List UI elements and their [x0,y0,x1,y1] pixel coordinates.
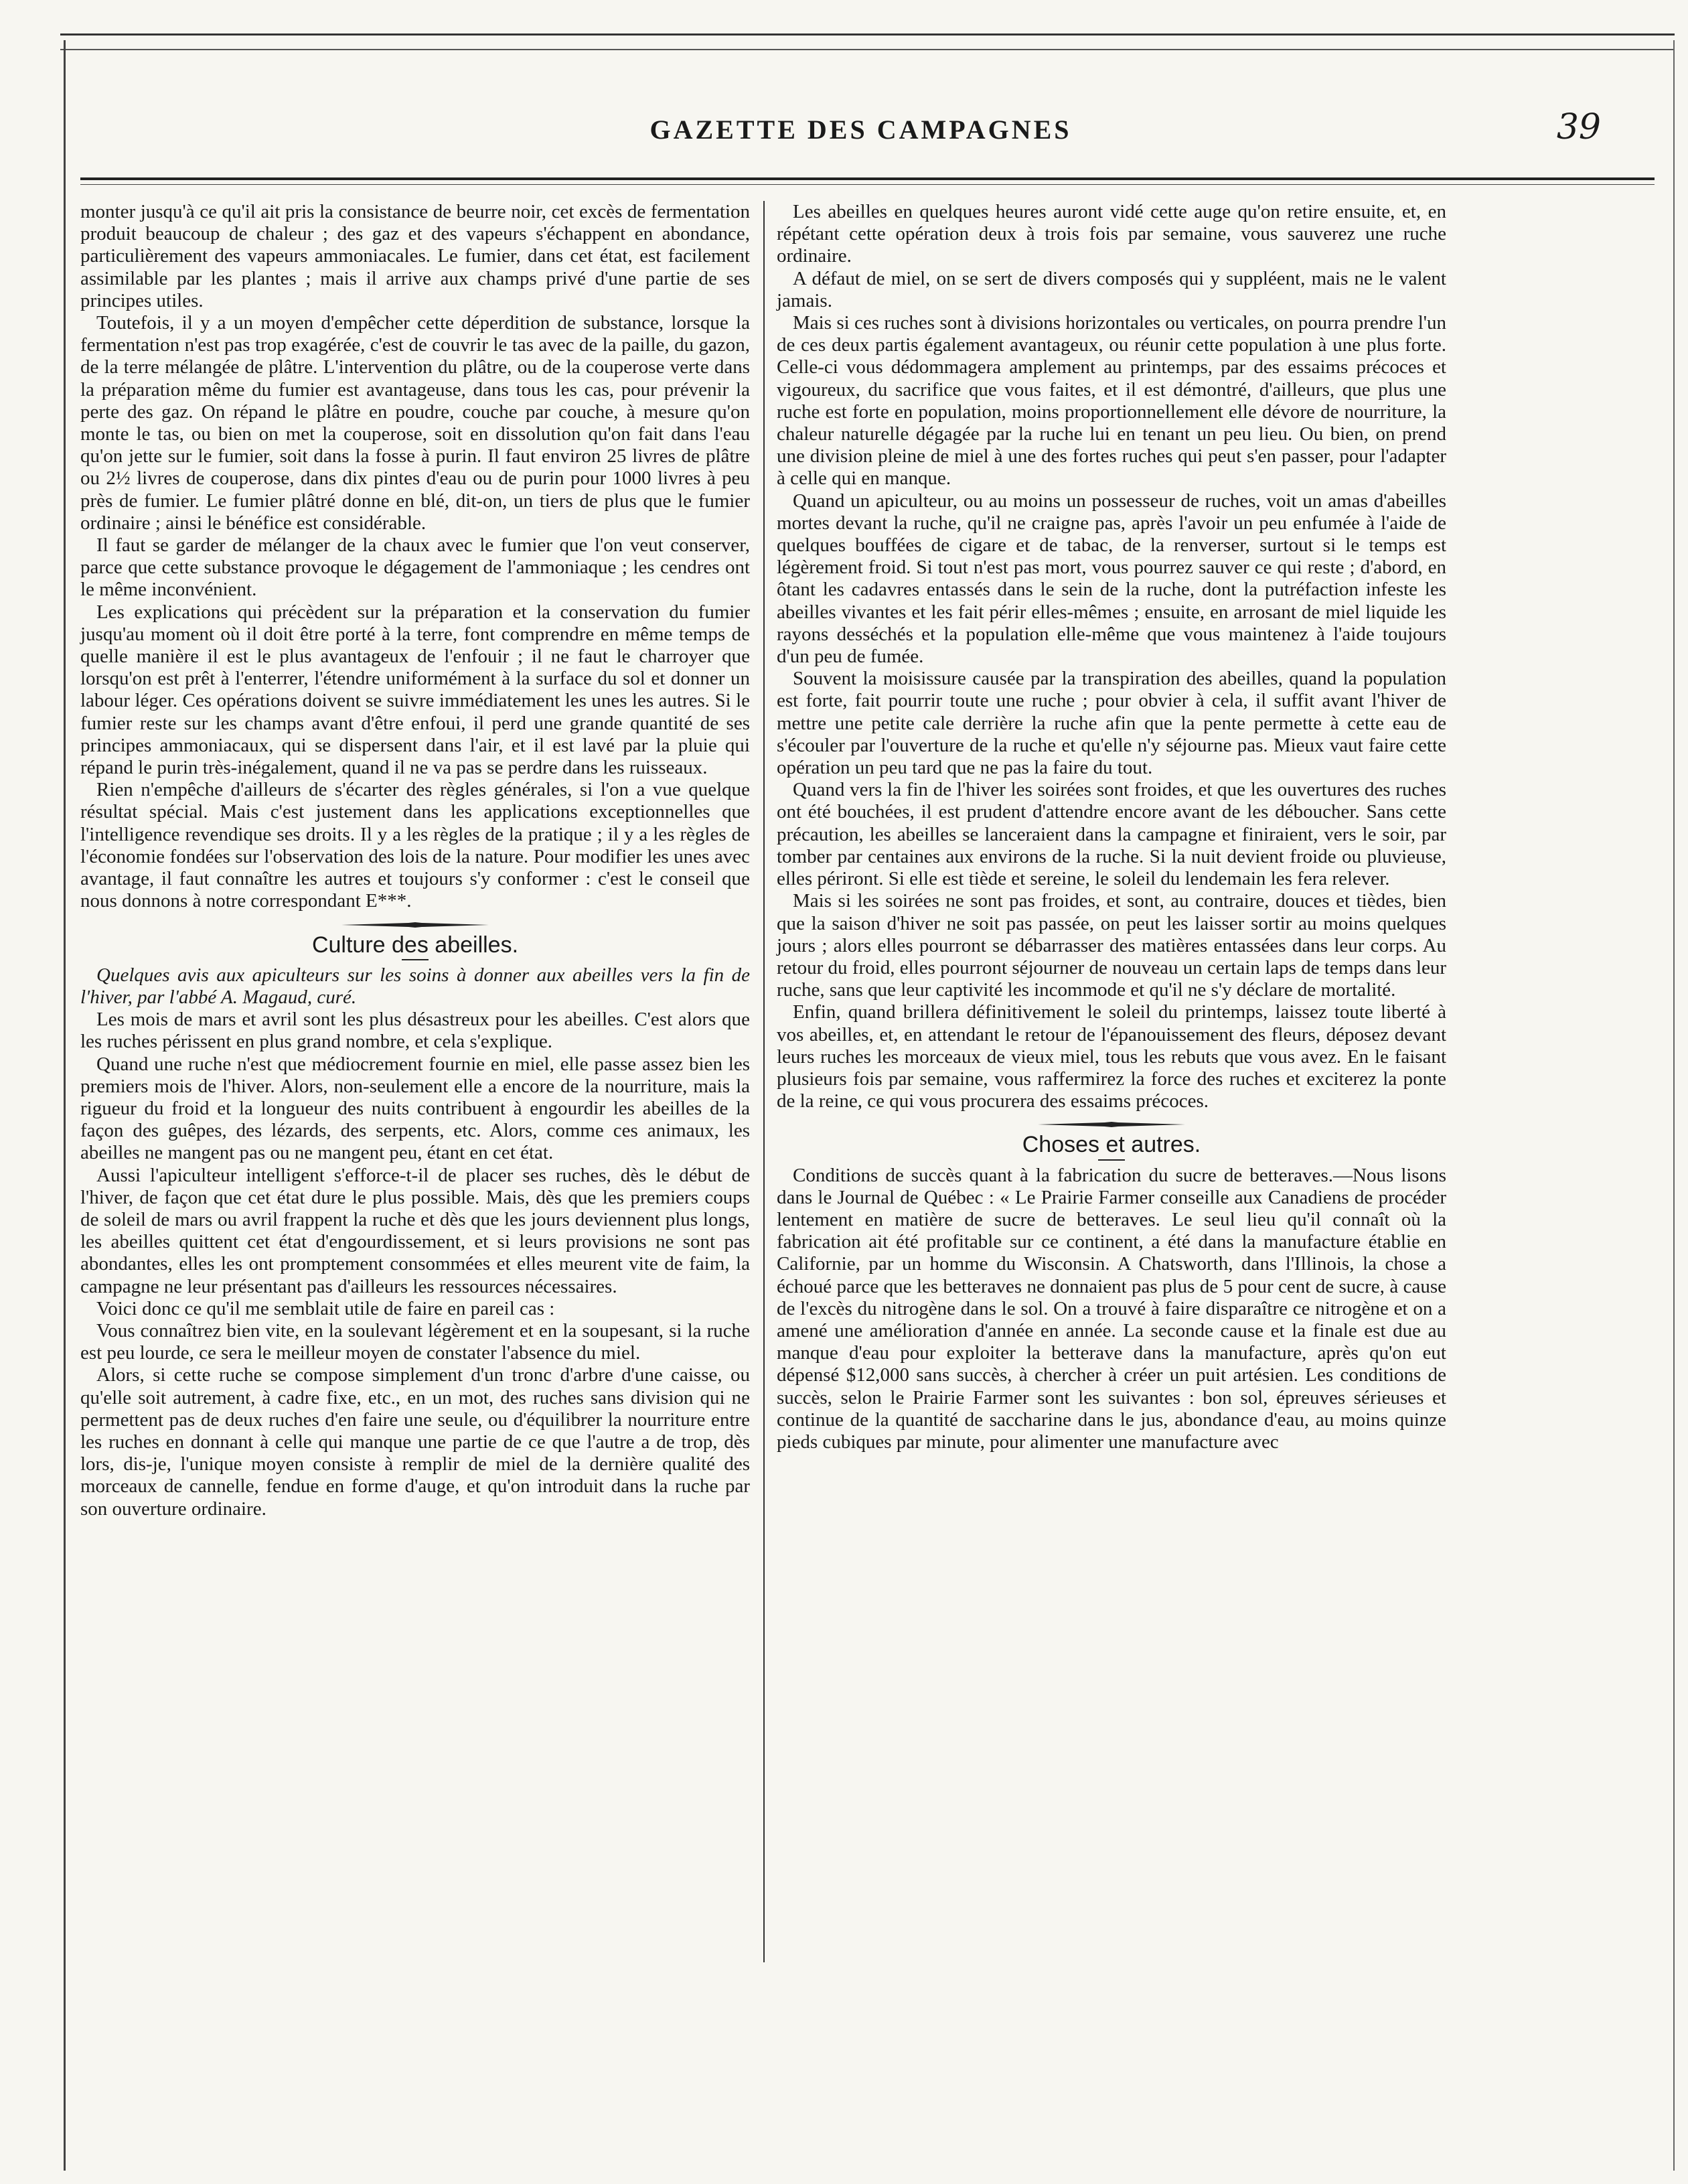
article-paragraph: Conditions de succès quant à la fabrication du sucre de betteraves.—Nous lisons dans le Journal de Québec : « Le Prairie Farmer conseille aux Canadiens de procéder lentement en matière de sucre de betteraves. Le seul lieu qu'il connaît où la fabrication ait été profitable sur ce continent, a été dans la manufacture établie en Californie, par un homme du Wisconsin. A Chatsworth, dans l'Illinois, la chose a échoué parce que les betteraves ne donnaient pas plus de 5 pour cent de sucre, à cause de l'excès du nitrogène dans le sol. On a trouvé à faire disparaître ce nitrogène et on a amené une amélioration d'année en année. La seconde cause et la finale est due au manque d'eau pour exploiter la betterave dans la manufacture, après qu'on eut dépensé $12,000 sans succès, à chercher à créer un puit artésien. Les conditions de succès, selon le Prairie Farmer sont les suivantes : bon sol, épreuves sérieuses et continue de la quantité de saccharine dans le jus, abondance d'eau, au moins quinze pieds cubiques par minute, pour alimenter une manufacture avec [777,1164,1446,1453]
section-dash [1098,1159,1125,1161]
header-rule [80,177,1655,180]
article-paragraph: Quand un apiculteur, ou au moins un possesseur de ruches, voit un amas d'abeilles mortes devant la ruche, qu'il ne craigne pas, après l'avoir un peu enfumée à l'aide de quelques bouffées de cigare et de tabac, de la renverser, surtout si le temps est légèrement froid. Si tout n'est pas mort, vous pourrez sauver ce qui reste ; d'abord, en ôtant les cadavres entassés dans le sein de la ruche, dont la putréfaction infeste les abeilles vivantes et les fait périr elles-mêmes ; ensuite, en arrosant de miel liquide les rayons desséchés et la population elle-même que vous maintenez à l'aide toujours d'un peu de fumée. [777,490,1446,668]
right-column [777,201,1446,1453]
article-paragraph: Alors, si cette ruche se compose simplement d'un tronc d'arbre d'une caisse, ou qu'elle soit autrement, à cadre fixe, etc., en un mot, des ruches sans division qui ne permettent pas de deux ruches d'en faire une seule, ou d'équilibrer la nourriture entre les ruches en donnant à celle qui manque une partie de ce que l'autre a de trop, dès lors, dis-je, l'unique moyen consiste à remplir de miel de la dernière qualité des morceaux de cannelle, fendue en forme d'auge, et qu'on introduit dans la ruche par son ouverture ordinaire. [80,1364,750,1520]
article-paragraph: A défaut de miel, on se sert de divers composés qui y suppléent, mais ne le valent jamais. [777,267,1446,311]
section-title-bees: Culture des abeilles. [311,932,519,958]
page-number: 39 [1556,107,1601,147]
article-paragraph: Mais si ces ruches sont à divisions horizontales ou verticales, on pourra prendre l'un de ces deux partis également avantageux, ou réunir cette population à une plus forte. Celle-ci vous dédommagera amplement au printemps, par des essaims précoces et vigoureux, du sacrifice que vous faites, et il est démontré, d'ailleurs, que plus une ruche est forte en population, moins proportionnellement elle dévore de nourriture, la chaleur naturelle dégagée par la ruche lui en tenant un peu lieu. Ou bien, on prend une division pleine de miel à une des fortes ruches qui peut s'en passer, pour l'adapter à celle qui en manque. [777,312,1446,490]
right-margin-rule [1673,40,1675,2171]
section-title-misc: Choses et autres. [1022,1132,1201,1158]
article-paragraph: Les explications qui précèdent sur la préparation et la conservation du fumier jusqu'au moment où il doit être porté à la terre, font comprendre en même temps de quelle manière il est le plus avantageux de l'enfouir ; il ne faut le charroyer que lorsqu'on est prêt à l'enterrer, l'étendre uniformément à la surface du sol et donner un labour léger. Ces opérations doivent se suivre immédiatement les unes les autres. Si le fumier reste sur les champs avant d'être enfoui, il perd une grande quantité de ses principes ammoniacaux, qui se dispersent dans l'air, et il est lavé par la pluie qui répand le purin très-inégalement, quand il ne va pas se perdre dans les ruisseaux. [80,601,750,779]
article-paragraph: Enfin, quand brillera définitivement le soleil du printemps, laissez toute liberté à vos abeilles, et, en attendant le retour de l'épanouissement des fleurs, déposez devant leurs ruches les morceaux de vieux miel, tous les rebuts que vous avez. En le faisant plusieurs fois par semaine, vous raffermirez la force des ruches et exciterez la ponte de la reine, ce qui vous procurera des essaims précoces. [777,1001,1446,1112]
article-paragraph: Les mois de mars et avril sont les plus désastreux pour les abeilles. C'est alors que les ruches périssent en plus grand nombre, et cela s'explique. [80,1009,750,1053]
section-subtitle: Quelques avis aux apiculteurs sur les soins à donner aux abeilles vers la fin de l'hiver, par l'abbé A. Magaud, curé. [80,964,750,1008]
article-paragraph: Rien n'empêche d'ailleurs de s'écarter des règles générales, si l'on a vue quelque résultat spécial. Mais c'est justement dans les applications exceptionnelles que l'intelligence revendique ses droits. Il y a les règles de la pratique ; il y a les règles de l'économie fondées sur l'observation des lois de la nature. Pour modifier les unes avec avantage, il faut connaître les autres et toujours s'y conformer : c'est le conseil que nous donnons à notre correspondant E***. [80,779,750,912]
section-dash [402,959,429,960]
article-paragraph: Vous connaîtrez bien vite, en la soulevant légèrement et en la soupesant, si la ruche est peu lourde, ce sera le meilleur moyen de constater l'absence du miel. [80,1319,750,1364]
left-column [80,201,750,1520]
article-paragraph: Quand une ruche n'est que médiocrement fournie en miel, elle passe assez bien les premiers mois de l'hiver. Alors, non-seulement elle a encore de la nourriture, mais la rigueur du froid et la longueur des nuits contribuent à engourdir les abeilles de la façon des guêpes, des lézards, des serpents, etc. Alors, comme ces animaux, les abeilles ne mangent pas ou ne mangent peu, étant en cet état. [80,1053,750,1164]
article-paragraph: Quand vers la fin de l'hiver les soirées sont froides, et que les ouvertures des ruches ont été bouchées, il est prudent d'attendre encore avant de les déboucher. Sans cette précaution, les abeilles se lanceraient dans la campagne et finiraient, vers le soir, par tomber par centaines aux environs de la ruche. Si la nuit devient froide ou pluvieuse, elles périront. Si elle est tiède et sereine, le soleil du lendemain les fera relever. [777,779,1446,890]
article-paragraph: Aussi l'apiculteur intelligent s'efforce-t-il de placer ses ruches, dès le début de l'hiver, de façon que cet état dure le plus possible. Mais, dès que les premiers coups de soleil de mars ou avril frappent la ruche et dès que les jours deviennent plus longs, les abeilles quittent cet état d'engourdissement, et si leurs provisions ne sont pas abondantes, elles les ont promptement consommées et elles meurent vite de faim, la campagne ne leur présentant pas d'ailleurs les ressources nécessaires. [80,1164,750,1297]
article-paragraph: Toutefois, il y a un moyen d'empêcher cette déperdition de substance, lorsque la fermentation n'est pas trop exagérée, c'est de couvrir le tas avec de la paille, du gazon, de la terre mélangée de plâtre. L'intervention du plâtre, ou de la couperose verte dans la préparation même du fumier est avantageuse, dans tous les cas, pour prévenir la perte des gaz. On répand le plâtre en poudre, couche par couche, à mesure qu'on monte le tas, ou bien on met la couperose, soit en dissolution qu'on fait dans l'eau qu'on jette sur le fumier, soit dans la fosse à purin. Il faut environ 25 livres de plâtre ou 2½ livres de couperose, dans dix pintes d'eau ou de purin pour 1000 livres à peu près de fumier. Le fumier plâtré donne en blé, dit-on, un tiers de plus que le fumier ordinaire ; ainsi le bénéfice est considérable. [80,312,750,534]
left-margin-rule [64,40,66,2171]
page-header [74,107,1648,154]
top-border-rules [60,33,1675,62]
article-paragraph: Mais si les soirées ne sont pas froides, et sont, au contraire, douces et tièdes, bien que la saison d'hiver ne soit pas passée, on peut les laisser sortir au moins quelques jours ; alors elles pourront se débarrasser des matières entassées dans leur corps. Au retour du froid, elles pourront séjourner de nouveau un certain laps de temps dans leur ruche, sans que leur captivité les incommode et qu'il ne s'y déclare de mortalité. [777,890,1446,1001]
article-paragraph: Voici donc ce qu'il me semblait utile de faire en pareil cas : [96,1297,555,1319]
article-paragraph: monter jusqu'à ce qu'il ait pris la consistance de beurre noir, cet excès de fermentation produit beaucoup de chaleur ; des gaz et des vapeurs s'échappent en abondance, particulièrement des vapeurs ammoniacales. Le fumier, dans cet état, est facilement assimilable par les plantes ; mais il arrive aux champs privé d'une partie de ses principes utiles. [80,201,750,311]
section-ornament [341,922,489,928]
page-title: GAZETTE DES CAMPAGNES [649,115,1072,145]
column-divider [763,201,765,1962]
section-ornament [1038,1122,1185,1127]
article-paragraph: Il faut se garder de mélanger de la chaux avec le fumier que l'on veut conserver, parce que cette substance provoque le dégagement de l'ammoniaque ; les cendres ont le même inconvénient. [80,534,750,601]
article-paragraph: Souvent la moisissure causée par la transpiration des abeilles, quand la population est forte, fait pourrir toute une ruche ; pour obvier à cela, il suffit avant l'hiver de mettre une petite cale derrière la ruche afin que la pente permette à cette eau de s'écouler par l'ouverture de la ruche et qu'elle n'y séjourne pas. Mieux vaut faire cette opération un peu tard que ne pas la faire du tout. [777,668,1446,779]
article-paragraph: Les abeilles en quelques heures auront vidé cette auge qu'on retire ensuite, et, en répétant cette opération deux à trois fois par semaine, vous sauverez une ruche ordinaire. [777,201,1446,267]
